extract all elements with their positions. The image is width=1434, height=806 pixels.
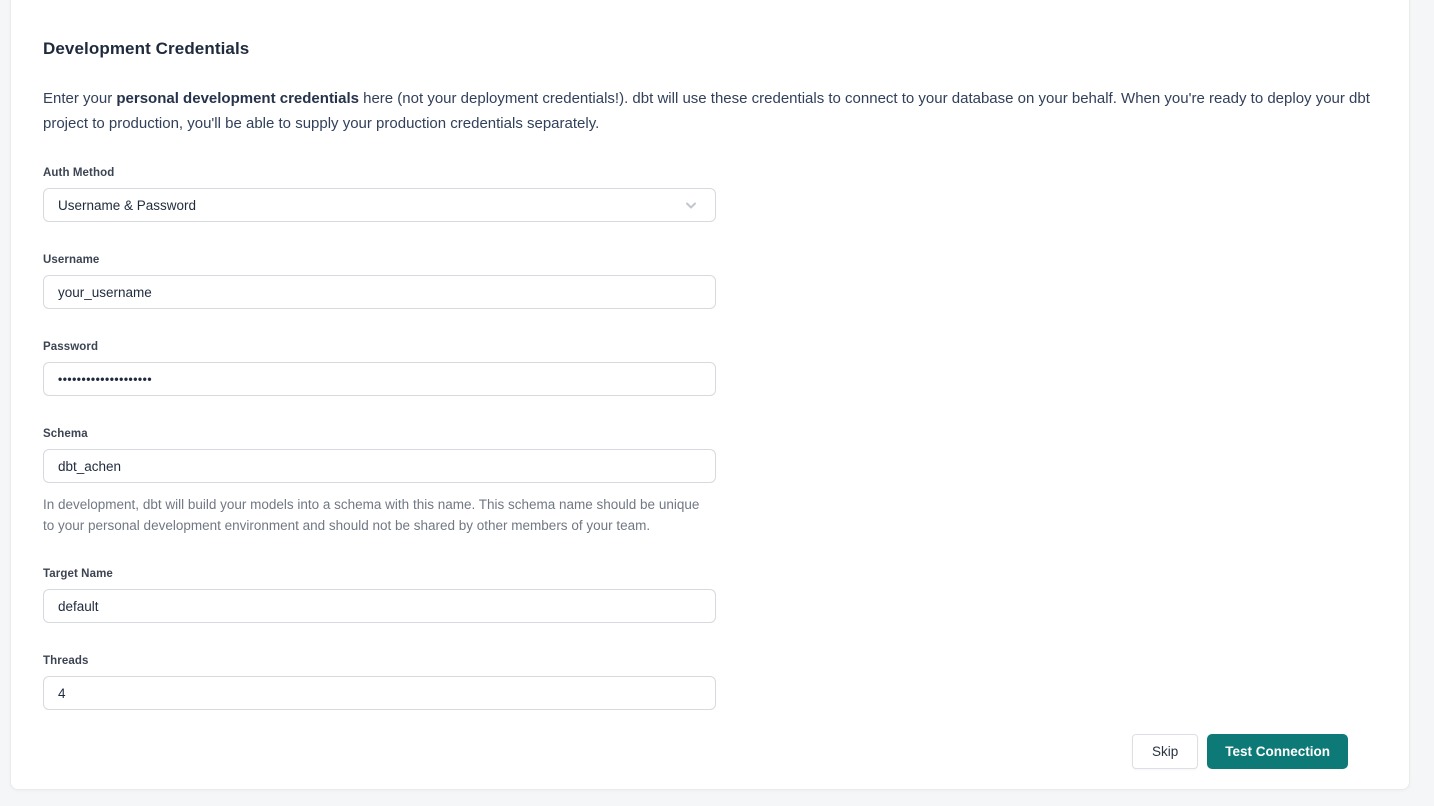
- auth-method-select[interactable]: [43, 188, 716, 222]
- credentials-card: [10, 0, 1410, 790]
- page-title: Development Credentials: [43, 39, 250, 58]
- auth-method-field: [43, 167, 716, 222]
- target-name-input[interactable]: [43, 589, 716, 623]
- credentials-form: [43, 167, 1379, 710]
- username-input[interactable]: [43, 275, 716, 309]
- threads-field: [43, 655, 716, 710]
- username-field: [43, 254, 716, 309]
- password-input[interactable]: [43, 362, 716, 396]
- schema-label: Schema: [43, 428, 88, 440]
- skip-button[interactable]: Skip: [1132, 734, 1198, 769]
- target-name-label: Target Name: [43, 568, 113, 580]
- intro-text-pre: Enter your: [43, 90, 117, 107]
- form-actions: [43, 734, 1379, 769]
- schema-input[interactable]: [43, 449, 716, 483]
- target-name-field: [43, 568, 716, 623]
- schema-help-text: In development, dbt will build your models into a schema with this name. This schema name should be unique to your personal development environment and should not be shared by other members of your team.: [43, 497, 700, 533]
- schema-field: [43, 428, 716, 536]
- username-label: Username: [43, 254, 100, 266]
- auth-method-label: Auth Method: [43, 167, 115, 179]
- threads-input[interactable]: [43, 676, 716, 710]
- intro-text: [43, 87, 1375, 136]
- intro-text-bold: personal development credentials: [116, 90, 359, 107]
- password-field: [43, 341, 716, 396]
- chevron-down-icon: [683, 197, 699, 213]
- password-label: Password: [43, 341, 99, 353]
- credentials-form-section: [11, 0, 1409, 769]
- auth-method-selected-value: Username & Password: [58, 197, 197, 213]
- test-connection-button[interactable]: Test Connection: [1207, 734, 1348, 769]
- intro-text-post: here (not your deployment credentials!). dbt will use these credentials to connect to your database on your behalf. When you're ready to deploy your dbt project to production, you'll be able to supply your production credentials separately.: [43, 90, 1370, 132]
- threads-label: Threads: [43, 655, 89, 667]
